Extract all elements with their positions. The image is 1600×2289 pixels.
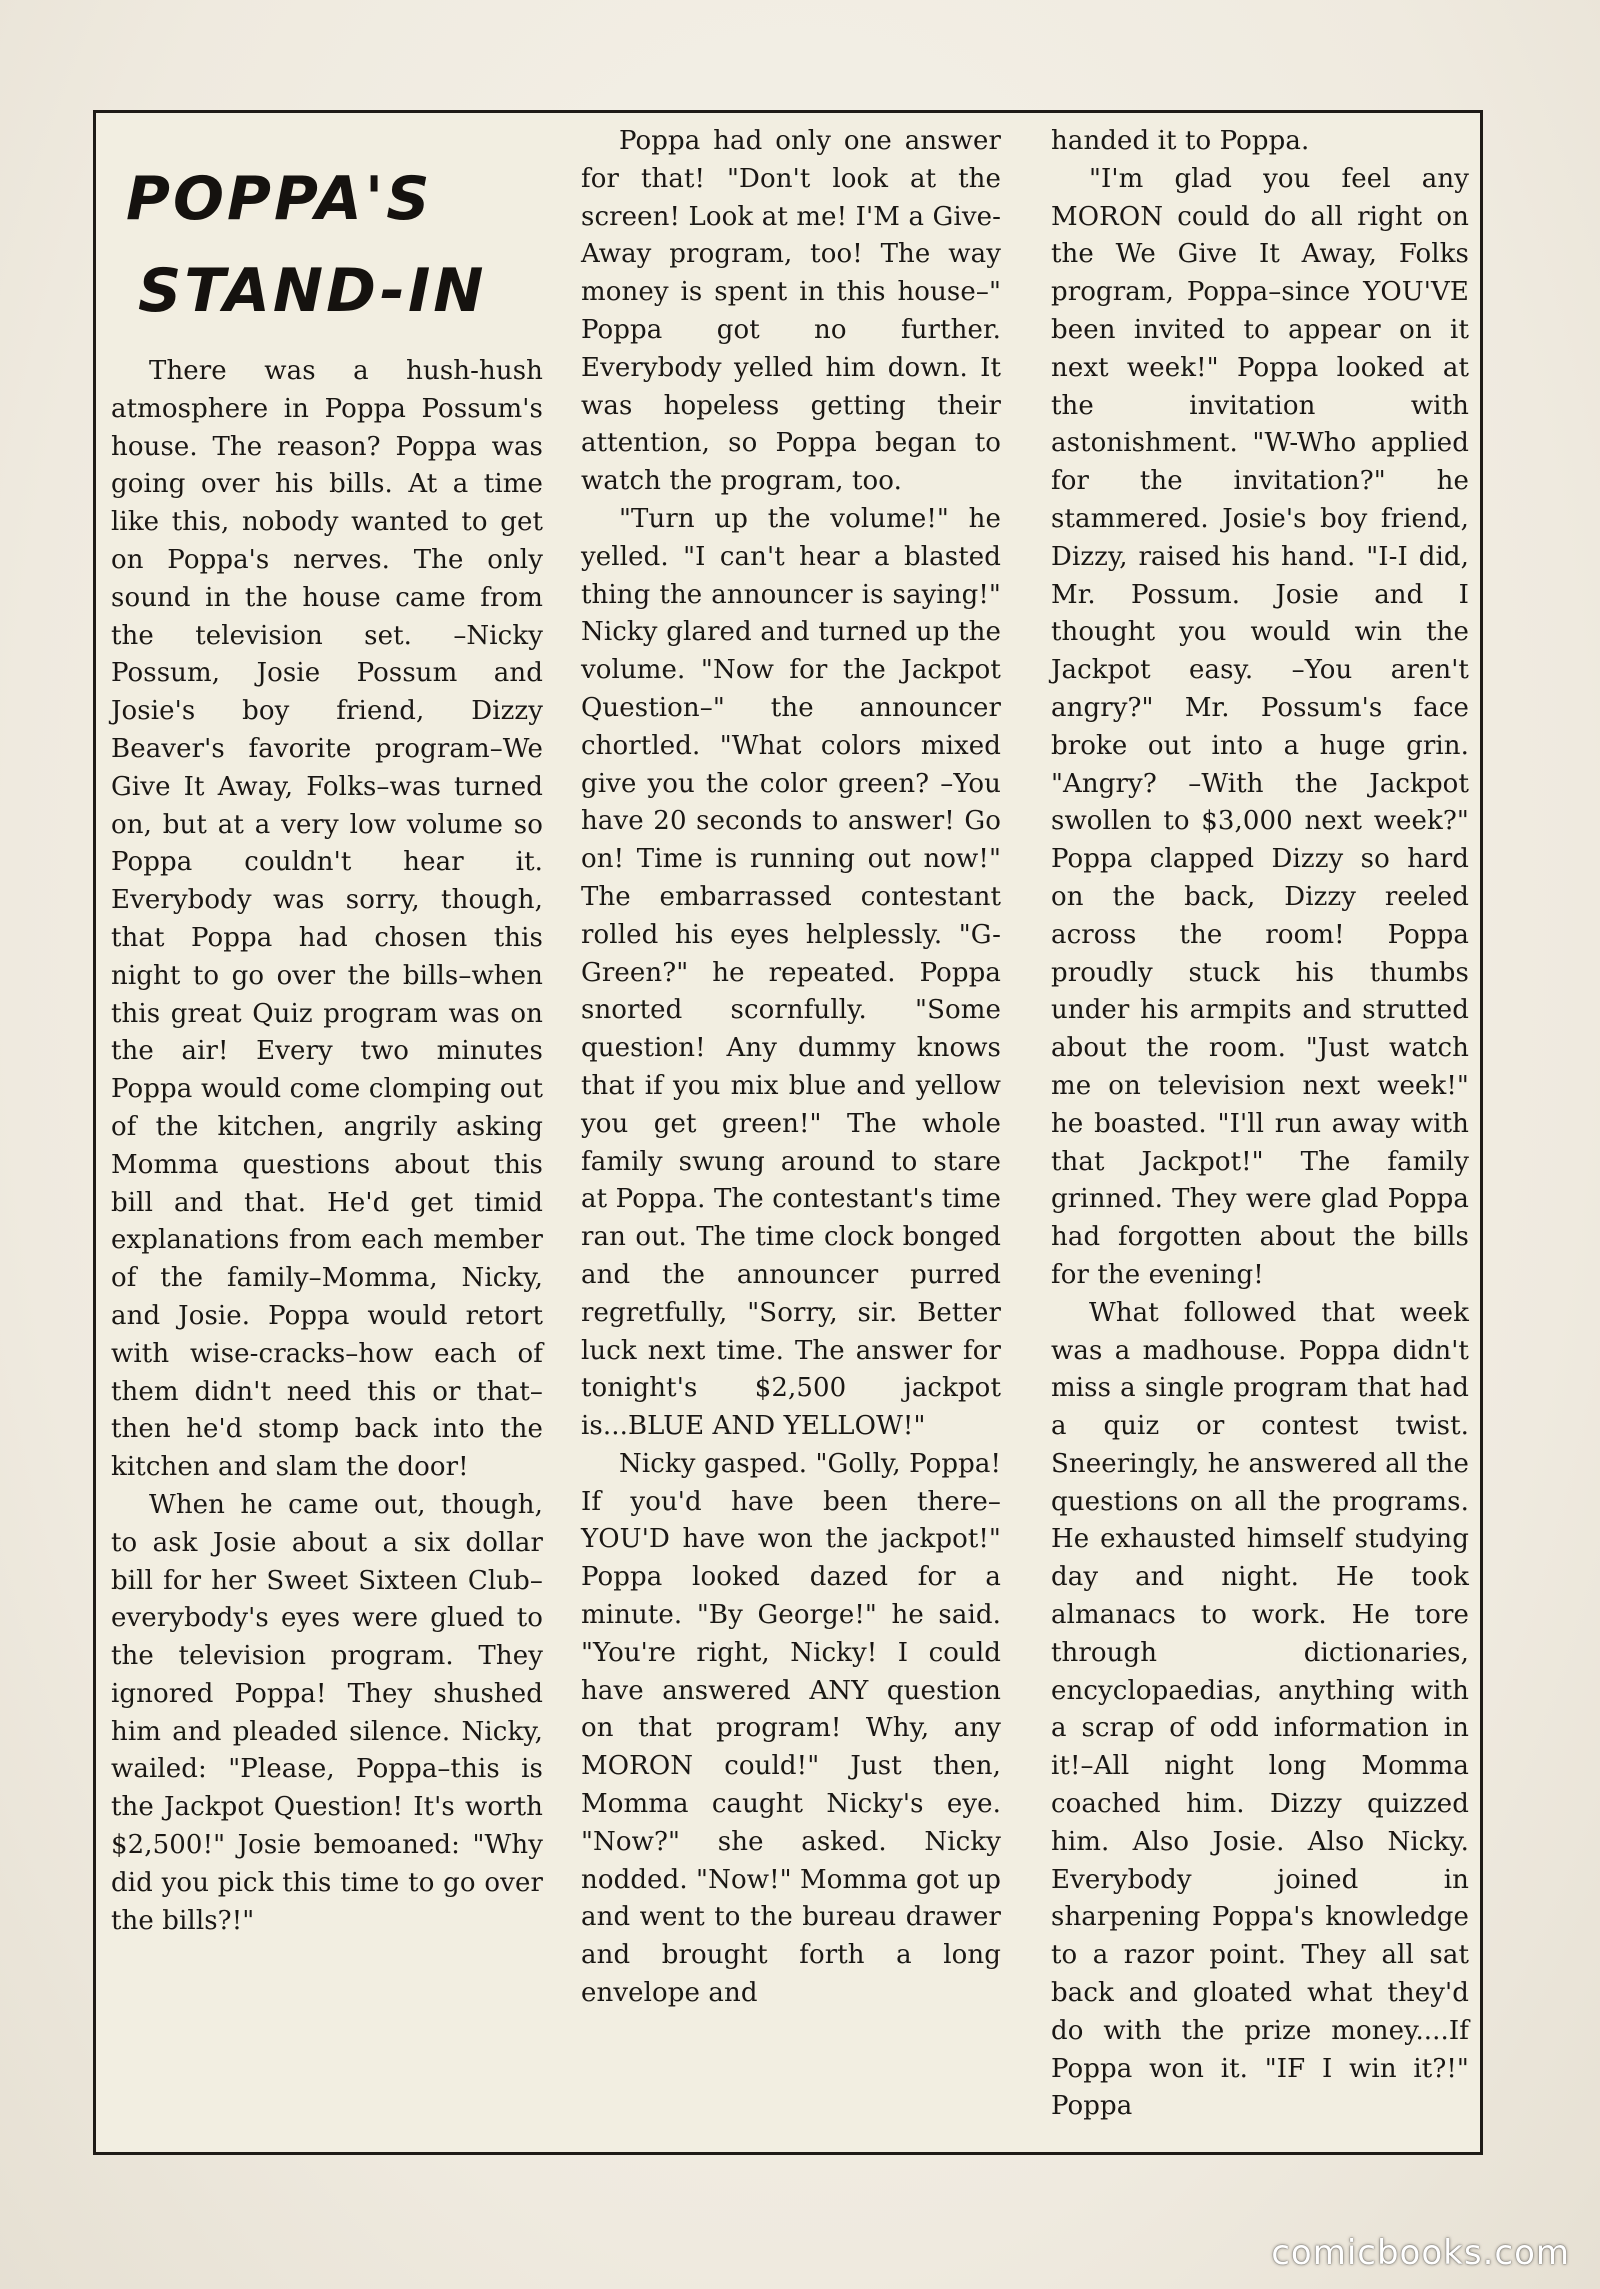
paragraph: handed it to Poppa. [1051,126,1310,156]
title-line-1: POPPA'S [126,164,433,234]
paragraph: What followed that week was a madhouse. Poppa didn't miss a single program that had a quiz or contest twist. Sneeringly, he answered all the questions on all the programs. He exhausted himself studying day and night. He took almanacs to work. He tore through dictionaries, encyclopaedias, anything with a scrap of odd information in it!–All night long Momma coached him. Dizzy quizzed him. Also Josie. Also Nicky. Everybody joined in sharpening Poppa's knowledge to a razor point. They all sat back and gloated what they'd do with the prize money....If Poppa won it. "IF I win it?!" Poppa [1051,1297,1469,2122]
paragraph: Poppa had only one answer for that! "Don't look at the screen! Look at me! I'M a Give-Away program, too! The way money is spent in this house–" Poppa got no further. Everybody yelled him down. It was hopeless getting their attention, so Poppa began to watch the program, too. [581,126,1001,497]
text-column-2 [581,123,1001,2013]
paragraph: "Turn up the volume!" he yelled. "I can't hear a blasted thing the announcer is saying!" Nicky glared and turned up the volume. "Now for the Jackpot Question–" the announcer chortled. "What colors mixed give you the color green? –You have 20 seconds to answer! Go on! Time is running out now!" The embarrassed contestant rolled his eyes helplessly. "G-Green?" he repeated. Poppa snorted scornfully. "Some question! Any dummy knows that if you mix blue and yellow you get green!" The whole family swung around to stare at Poppa. The contestant's time ran out. The time clock bonged and the announcer purred regretfully, "Sorry, sir. Better luck next time. The answer for tonight's $2,500 jackpot is...BLUE AND YELLOW!" [581,503,1001,1442]
text-column-1 [111,353,543,1940]
story-frame [93,110,1483,2155]
paragraph: When he came out, though, to ask Josie about a six dollar bill for her Sweet Sixteen Club–everybody's eyes were glued to the television program. They ignored Poppa! They shushed him and pleaded silence. Nicky, wailed: "Please, Poppa–this is the Jackpot Question! It's worth $2,500!" Josie bemoaned: "Why did you pick this time to go over the bills?!" [111,1489,543,1936]
title-line-2: STAND-IN [138,256,487,326]
paragraph: Nicky gasped. "Golly, Poppa! If you'd have been there–YOU'D have won the jackpot!" Poppa looked dazed for a minute. "By George!" he said. "You're right, Nicky! I could have answered ANY question on that program! Why, any MORON could!" Just then, Momma caught Nicky's eye. "Now?" she asked. Nicky nodded. "Now!" Momma got up and went to the bureau drawer and brought forth a long envelope and [581,1448,1001,2009]
story-title [126,153,526,337]
site-watermark: comicbooks.com [1271,2233,1570,2273]
paragraph: There was a hush-hush atmosphere in Poppa Possum's house. The reason? Poppa was going over his bills. At a time like this, nobody wanted to get on Poppa's nerves. The only sound in the house came from the television set. –Nicky Possum, Josie Possum and Josie's boy friend, Dizzy Beaver's favorite program–We Give It Away, Folks–was turned on, but at a very low volume so Poppa couldn't hear it. Everybody was sorry, though, that Poppa had chosen this night to go over the bills–when this great Quiz program was on the air! Every two minutes Poppa would come clomping out of the kitchen, angrily asking Momma questions about this bill and that. He'd get timid explanations from each member of the family–Momma, Nicky, and Josie. Poppa would retort with wise-cracks–how each of them didn't need this or that–then he'd stomp back into the kitchen and slam the door! [111,356,543,1483]
paragraph: "I'm glad you feel any MORON could do all right on the We Give It Away, Folks program, Poppa–since YOU'VE been invited to appear on it next week!" Poppa looked at the invitation with astonishment. "W-Who applied for the invitation?" he stammered. Josie's boy friend, Dizzy, raised his hand. "I-I did, Mr. Possum. Josie and I thought you would win the Jackpot easy. –You aren't angry?" Mr. Possum's face broke out into a huge grin. "Angry? –With the Jackpot swollen to $3,000 next week?" Poppa clapped Dizzy so hard on the back, Dizzy reeled across the room! Poppa proudly stuck his thumbs under his armpits and strutted about the room. "Just watch me on television next week!" he boasted. "I'll run away with that Jackpot!" The family grinned. They were glad Poppa had forgotten about the bills for the evening! [1051,163,1469,1290]
text-column-3 [1051,123,1469,2126]
